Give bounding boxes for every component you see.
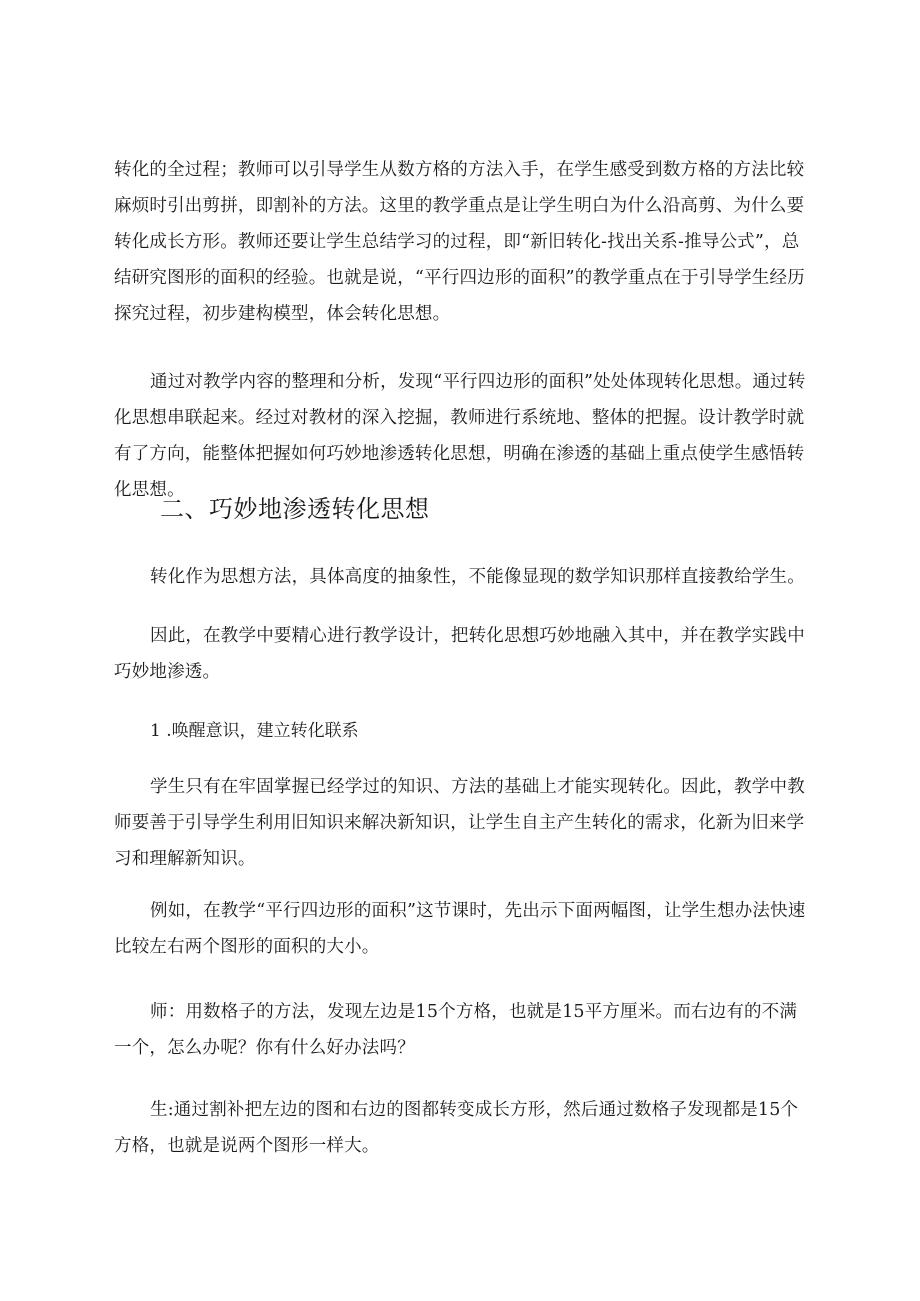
paragraph-section-1: 转化作为思想方法，具体高度的抽象性，不能像显现的数学知识那样直接教给学生。 xyxy=(150,567,805,587)
paragraph-sub-1: 学生只有在牢固掌握已经学过的知识、方法的基础上才能实现转化。因此，教学中教师要善于引导学生利用旧知识来解决新知识，让学生自主产生转化的需求，化新为旧来学习和理解新知识。 xyxy=(114,777,805,869)
paragraph-analysis: 通过对教学内容的整理和分析，发现“平行四边形的面积”处处体现转化思想。通过转化思想串联起来。经过对教材的深入挖掘，教师进行系统地、整体的把握。设计教学时就有了方向，能整体把握如何巧妙地渗透转化思想，明确在渗透的基础上重点使学生感悟转化思想。 xyxy=(114,372,806,500)
paragraph-dialogue-teacher: 师：用数格子的方法，发现左边是15个方格，也就是15平方厘米。而右边有的不满一个，怎么办呢？你有什么好办法吗？ xyxy=(114,1002,798,1058)
paragraph-intro: 转化的全过程；教师可以引导学生从数方格的方法入手，在学生感受到数方格的方法比较麻烦时引出剪拼，即割补的方法。这里的教学重点是让学生明白为什么沿高剪、为什么要转化成长方形。教师还要让学生总结学习的过程，即“新旧转化-找出关系-推导公式”，总结研究图形的面积的经验。也就是说，“平行四边形的面积”的教学重点在于引导学生经历探究过程，初步建构模型，体会转化思想。 xyxy=(114,160,805,324)
section-heading: 二、巧妙地渗透转化思想 xyxy=(160,495,430,523)
paragraph-section-2: 因此，在教学中要精心进行教学设计，把转化思想巧妙地融入其中，并在教学实践中巧妙地渗透。 xyxy=(114,626,805,682)
paragraph-sub-2: 例如，在教学“平行四边形的面积”这节课时，先出示下面两幅图，让学生想办法快速比较左右两个图形的面积的大小。 xyxy=(114,901,806,957)
paragraph-dialogue-student: 生:通过割补把左边的图和右边的图都转变成长方形，然后通过数格子发现都是15个方格，也就是说两个图形一样大。 xyxy=(114,1100,799,1156)
subsection-heading: 1 .唤醒意识，建立转化联系 xyxy=(150,721,359,741)
